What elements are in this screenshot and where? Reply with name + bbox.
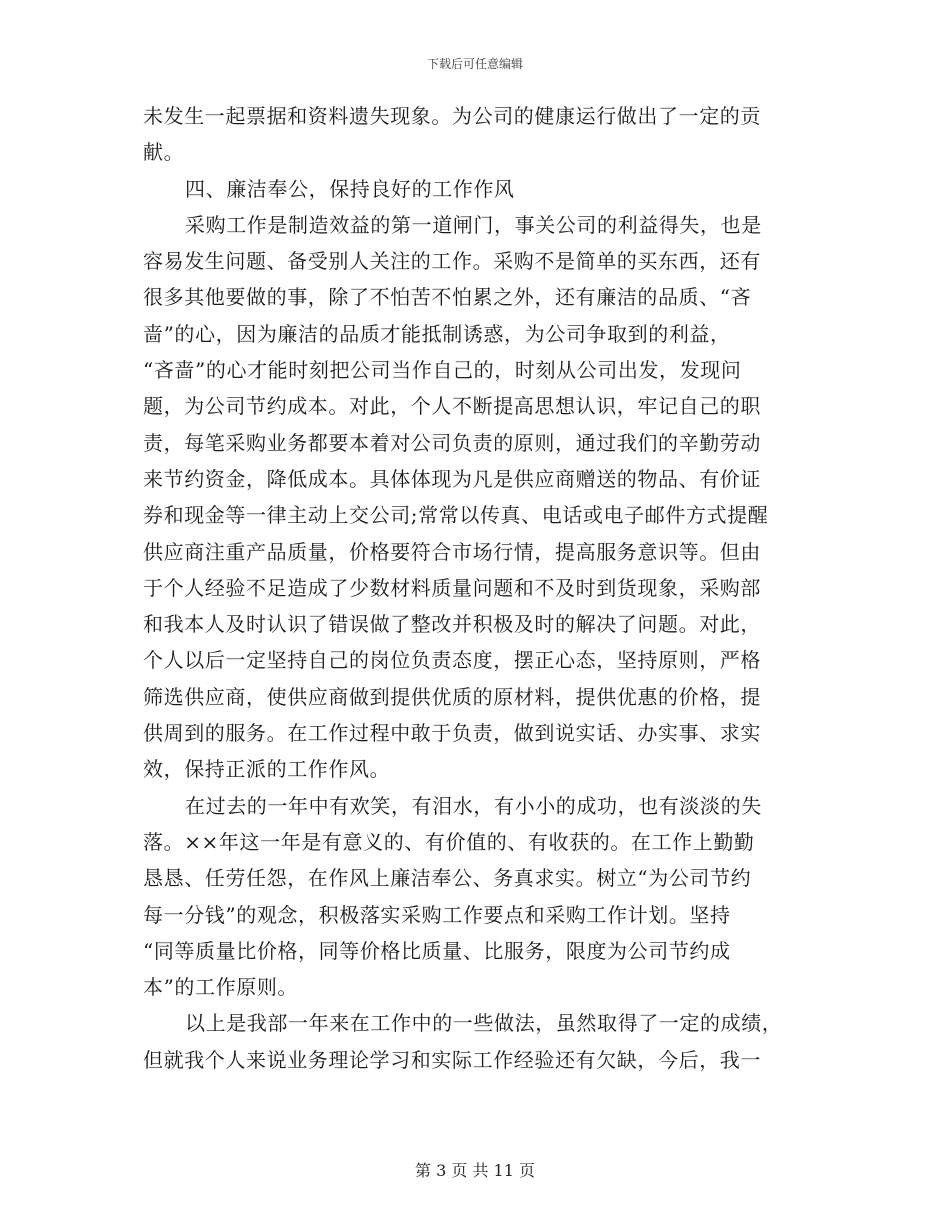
text-line: 容易发生问题、备受别人关注的工作。采购不是简单的买东西，还有 xyxy=(143,249,761,274)
text-line: 供周到的服务。在工作过程中敢于负责，做到说实话、办实事、求实 xyxy=(143,721,761,746)
text-line: “同等质量比价格，同等价格比质量、比服务，限度为公司节约成 xyxy=(143,938,731,963)
text-line: 题，为公司节约成本。对此，个人不断提高思想认识，牢记自己的职 xyxy=(143,394,761,419)
text-line: 每一分钱”的观念，积极落实采购工作要点和采购工作计划。坚持 xyxy=(143,902,731,927)
text-line: 在过去的一年中有欢笑，有泪水，有小小的成功，也有淡淡的失 xyxy=(185,793,762,818)
text-line: 效，保持正派的工作作风。 xyxy=(143,757,391,782)
text-line: 供应商注重产品质量，价格要符合市场行情，提高服务意识等。但由 xyxy=(143,539,761,564)
text-line: 来节约资金，降低成本。具体体现为凡是供应商赠送的物品、有价证 xyxy=(143,466,761,491)
text-line: 以上是我部一年来在工作中的一些做法，虽然取得了一定的成绩， xyxy=(185,1011,783,1036)
text-line: 采购工作是制造效益的第一道闸门，事关公司的利益得失，也是 xyxy=(185,212,762,237)
text-line: 落。××年这一年是有意义的、有价值的、有收获的。在工作上勤勤 xyxy=(143,829,755,854)
text-line: 啬”的心，因为廉洁的品质才能抵制诱惑，为公司争取到的利益， xyxy=(143,321,731,346)
text-line: 但就我个人来说业务理论学习和实际工作经验还有欠缺，今后，我一 xyxy=(143,1047,761,1072)
text-line: 很多其他要做的事，除了不怕苦不怕累之外，还有廉洁的品质、“吝 xyxy=(143,285,752,310)
text-line: 本”的工作原则。 xyxy=(143,975,299,1000)
text-line: 责，每笔采购业务都要本着对公司负责的原则，通过我们的辛勤劳动 xyxy=(143,430,761,455)
text-line: “吝啬”的心才能时刻把公司当作自己的，时刻从公司出发，发现问 xyxy=(143,358,742,383)
page-header: 下载后可任意编辑 xyxy=(426,57,523,71)
text-line: 筛选供应商，使供应商做到提供优质的原材料，提供优惠的价格，提 xyxy=(143,684,761,709)
text-line: 和我本人及时认识了错误做了整改并积极及时的解决了问题。对此， xyxy=(143,612,761,637)
text-line: 于个人经验不足造成了少数材料质量问题和不及时到货现象，采购部 xyxy=(143,575,761,600)
text-line: 个人以后一定坚持自己的岗位负责态度，摆正心态，坚持原则，严格 xyxy=(143,648,761,673)
text-line: 未发生一起票据和资料遗失现象。为公司的健康运行做出了一定的贡 xyxy=(143,104,761,128)
page-footer: 第 3 页 共 11 页 xyxy=(415,1161,535,1180)
text-line: 券和现金等一律主动上交公司;常常以传真、电话或电子邮件方式提醒 xyxy=(143,503,769,528)
text-line: 恳恳、任劳任怨，在作风上廉洁奉公、务真求实。树立“为公司节约 xyxy=(143,866,752,891)
text-line: 献。 xyxy=(143,140,185,165)
section-heading: 四、廉洁奉公，保持良好的工作作风 xyxy=(185,176,515,201)
document-body xyxy=(143,98,810,1078)
